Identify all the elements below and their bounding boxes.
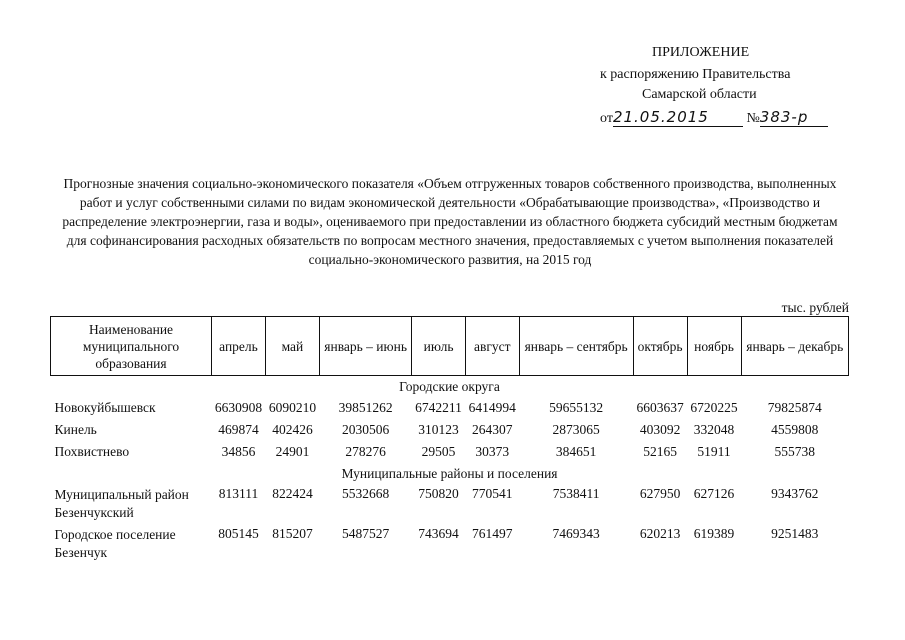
- cell: 6630908: [214, 400, 263, 415]
- cell: 750820: [418, 486, 459, 501]
- cell: 469874: [218, 422, 259, 437]
- cell: 6603637: [636, 400, 684, 415]
- cell: 34856: [221, 444, 256, 459]
- row-name: Кинель: [54, 422, 97, 437]
- appendix-line-order: к распоряжению Правительства: [600, 67, 791, 82]
- unit-label: тыс. рублей: [781, 300, 849, 315]
- header-cell: январь – сентябрь: [519, 317, 633, 376]
- header-cell: январь – июнь: [319, 317, 411, 376]
- cell: 813111: [218, 486, 259, 501]
- cell: 332048: [693, 422, 735, 437]
- cell: 24901: [275, 444, 310, 459]
- cell: 9251483: [771, 526, 819, 541]
- header-cell: май: [265, 317, 319, 376]
- cell: 620213: [639, 526, 681, 541]
- cell: 29505: [421, 444, 456, 459]
- cell: 555738: [774, 444, 815, 459]
- cell: 384651: [555, 444, 597, 459]
- header-cell: июль: [412, 317, 465, 376]
- table-row: [51, 441, 849, 463]
- cell: 30373: [475, 444, 510, 459]
- data-table: [50, 316, 849, 564]
- cell: 278276: [345, 444, 386, 459]
- header-cell: апрель: [212, 317, 266, 376]
- table-row: [51, 484, 849, 524]
- cell: 770541: [472, 486, 513, 501]
- cell: 805145: [218, 526, 259, 541]
- header-cell: январь – декабрь: [741, 317, 848, 376]
- number-prefix: №: [746, 111, 760, 126]
- table-row: [51, 524, 849, 564]
- section-title: Муниципальные районы и поселения: [341, 465, 558, 481]
- table-row: [51, 419, 849, 441]
- header-cell: октябрь: [633, 317, 687, 376]
- cell: 627950: [639, 486, 681, 501]
- row-name: Похвистнево: [54, 444, 130, 459]
- header-cell: август: [465, 317, 519, 376]
- handwritten-number: 383-р: [760, 108, 828, 127]
- cell: 5532668: [342, 486, 390, 501]
- section-title: Городские округа: [399, 378, 500, 394]
- section-row: [51, 376, 849, 398]
- cell: 6414994: [468, 400, 516, 415]
- cell: 59655132: [549, 400, 604, 415]
- cell: 39851262: [338, 400, 393, 415]
- row-name: Новокуйбышевск: [54, 400, 156, 415]
- cell: 7538411: [552, 486, 600, 501]
- cell: 4559808: [771, 422, 819, 437]
- cell: 743694: [418, 526, 459, 541]
- cell: 51911: [697, 444, 731, 459]
- cell: 761497: [472, 526, 513, 541]
- cell: 264307: [472, 422, 513, 437]
- table-row: [51, 397, 849, 419]
- appendix-title: ПРИЛОЖЕНИЕ: [652, 45, 750, 60]
- header-cell: Наименование муниципального образования: [51, 317, 212, 376]
- cell: 5487527: [342, 526, 390, 541]
- section-row: [51, 463, 849, 484]
- cell: 403092: [639, 422, 681, 437]
- cell: 6742211: [415, 400, 462, 415]
- cell: 815207: [272, 526, 313, 541]
- cell: 2873065: [552, 422, 600, 437]
- cell: 402426: [272, 422, 313, 437]
- cell: 310123: [418, 422, 459, 437]
- appendix-date-line: [600, 108, 828, 128]
- cell: 822424: [272, 486, 313, 501]
- header-cell: ноябрь: [687, 317, 741, 376]
- handwritten-date: 21.05.2015: [613, 108, 743, 127]
- cell: 2030506: [342, 422, 390, 437]
- row-name: Муниципальный район Безенчукский: [54, 487, 189, 520]
- table-header-row: [51, 317, 849, 376]
- cell: 619389: [693, 526, 735, 541]
- cell: 7469343: [552, 526, 600, 541]
- row-name: Городское поселение Безенчук: [54, 527, 176, 560]
- cell: 627126: [693, 486, 735, 501]
- date-prefix: от: [600, 111, 613, 126]
- cell: 6090210: [268, 400, 317, 415]
- cell: 9343762: [771, 486, 819, 501]
- cell: 52165: [643, 444, 677, 459]
- appendix-line-region: Самарской области: [642, 87, 757, 102]
- document-title: Прогнозные значения социально-экономического показателя «Объем отгруженных товаров собственного производства, выполненных работ и услуг собственными силами по видам экономической деятельности «Обрабатывающие производства», «Производство и распределение электроэнергии, газа и воды», оцениваемого при предоставлении из областного бюджета субсидий местным бюджетам для софинансирования расходных обязательств по вопросам местного значения, предоставляемых с учетом выполнения показателей социально-экономического развития, на 2015 год: [62, 176, 838, 267]
- cell: 79825874: [767, 400, 822, 415]
- cell: 6720225: [690, 400, 738, 415]
